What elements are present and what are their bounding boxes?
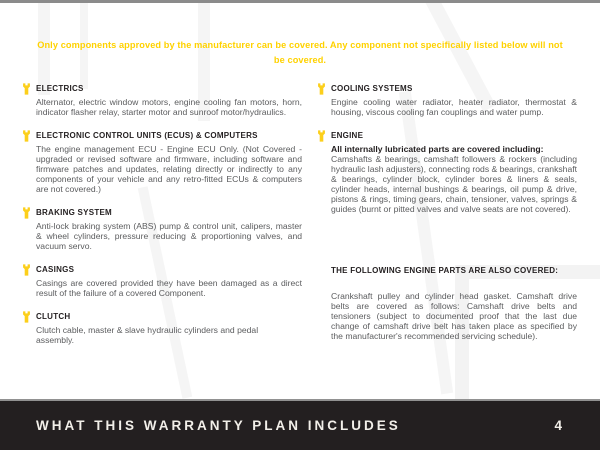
section-body: Anti-lock braking system (ABS) pump & control unit, calipers, master & wheel cylinders, pressure reducing & proportioning valves, and vacuum servo. (36, 221, 302, 251)
section-casings (36, 265, 302, 298)
section-heading: ELECTRICS (36, 84, 84, 93)
wrench-icon (22, 311, 31, 323)
section-clutch (36, 312, 302, 345)
section-heading: ELECTRONIC CONTROL UNITS (ECUS) & COMPUTERS (36, 131, 258, 140)
section-intro: All internally lubricated parts are covered including: (331, 144, 544, 154)
section-heading: ENGINE (331, 131, 364, 140)
left-column (36, 84, 302, 359)
section-cooling-systems (331, 84, 577, 117)
wrench-icon (22, 83, 31, 95)
section-heading: CASINGS (36, 265, 75, 274)
section-electrics (36, 84, 302, 117)
top-border (0, 0, 600, 3)
content-columns (36, 84, 577, 359)
section-body: Camshafts & bearings, camshaft followers & rockers (including hydraulic lash adjusters), connecting rods & bearings, crankshaft & bearings, cylinder block, cylinder bores & liners & seals, cylinder heads, internal bushings & bearings, oil pump & drive, pistons & rings, timing gears, chain, tensioner, valves, springs & guides (burnt or pitted valves and valve seats are not covered). (331, 154, 578, 214)
wrench-icon (22, 207, 31, 219)
section-heading: THE FOLLOWING ENGINE PARTS ARE ALSO COVERED: (331, 266, 559, 275)
section-body: The engine management ECU - Engine ECU Only. (Not Covered - upgraded or revised software and firmware, including software and firmware patches and updates, relating directly or indirectly to any components of your vehicle and any retro-fitted ECUs & computers are not covered.) (36, 144, 302, 194)
section-engine-parts-also-covered (331, 266, 577, 341)
section-body: Engine cooling water radiator, heater radiator, thermostat & housing, viscous cooling fan couplings and water pump. (331, 97, 577, 117)
right-column (331, 84, 577, 359)
section-body: Clutch cable, master & slave hydraulic cylinders and pedal assembly. (36, 325, 259, 345)
coverage-notice: Only components approved by the manufacturer can be covered. Any component not specifically listed below will not be covered. (37, 40, 563, 65)
section-heading: BRAKING SYSTEM (36, 208, 112, 217)
section-body: Alternator, electric window motors, engine cooling fan motors, horn, indicator flasher relay, starter motor and sunroof motor/hydraulics. (36, 97, 302, 117)
page-number: 4 (554, 418, 562, 433)
wrench-icon (317, 83, 326, 95)
section-ecus-computers (36, 131, 302, 194)
section-engine (331, 131, 577, 214)
wrench-icon (22, 264, 31, 276)
wrench-icon (22, 130, 31, 142)
footer-bar (0, 399, 600, 450)
section-body: Casings are covered provided they have been damaged as a direct result of the failure of a covered Component. (36, 278, 302, 298)
footer-title: WHAT THIS WARRANTY PLAN INCLUDES (36, 418, 401, 433)
section-heading: CLUTCH (36, 312, 71, 321)
section-body: Crankshaft pulley and cylinder head gasket. Camshaft drive belts are covered as follows: Camshaft drive belts and tensioners (subject to documented proof that the last due change of camshaft drive belt has taken place as specified by the manufacturer's recommended servicing schedule). (331, 291, 577, 341)
section-heading: COOLING SYSTEMS (331, 84, 413, 93)
wrench-icon (317, 130, 326, 142)
section-braking-system (36, 208, 302, 251)
